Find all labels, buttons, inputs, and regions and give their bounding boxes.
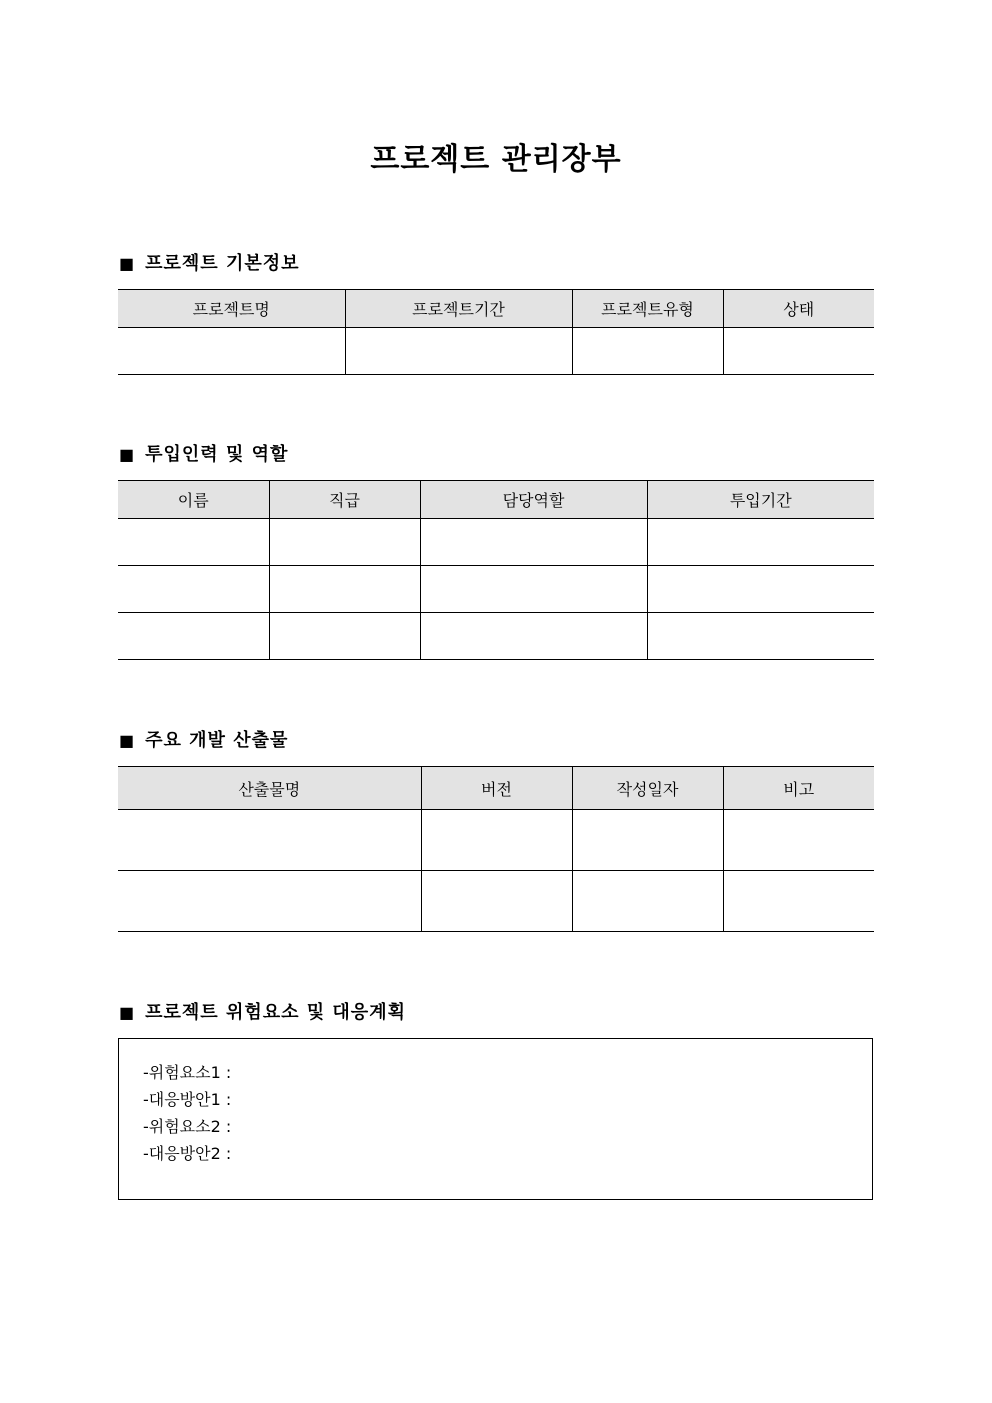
square-bullet-icon: ■	[119, 1003, 136, 1022]
column-header: 직급	[269, 481, 420, 519]
square-bullet-icon: ■	[119, 254, 136, 273]
table-cell[interactable]	[269, 519, 420, 566]
table-cell[interactable]	[269, 613, 420, 660]
staff-table	[118, 480, 874, 660]
section-title: 주요 개발 산출물	[145, 730, 289, 751]
column-header: 산출물명	[118, 767, 421, 810]
column-header: 프로젝트유형	[572, 290, 723, 328]
table-cell[interactable]	[421, 871, 572, 932]
square-bullet-icon: ■	[119, 445, 136, 464]
column-header: 버전	[421, 767, 572, 810]
column-header: 작성일자	[572, 767, 723, 810]
risk-line: -위험요소1 :	[143, 1063, 232, 1082]
table-cell[interactable]	[420, 613, 647, 660]
deliverables-table	[118, 766, 874, 932]
table-cell[interactable]	[572, 871, 723, 932]
risk-line: -대응방안2 :	[143, 1144, 232, 1163]
table-cell[interactable]	[647, 519, 874, 566]
table-cell[interactable]	[345, 328, 572, 375]
table-cell[interactable]	[118, 810, 421, 871]
table-cell[interactable]	[572, 328, 723, 375]
column-header: 비고	[723, 767, 874, 810]
table-cell[interactable]	[118, 871, 421, 932]
table-cell[interactable]	[647, 566, 874, 613]
table-cell[interactable]	[118, 613, 269, 660]
table-cell[interactable]	[723, 871, 874, 932]
basic-info-table	[118, 289, 874, 375]
table-cell[interactable]	[118, 566, 269, 613]
table-row	[118, 613, 874, 660]
table-cell[interactable]	[723, 328, 874, 375]
table-cell[interactable]	[421, 810, 572, 871]
section-title: 프로젝트 위험요소 및 대응계획	[145, 1002, 406, 1023]
table-row	[118, 810, 874, 871]
column-header: 투입기간	[647, 481, 874, 519]
table-cell[interactable]	[420, 566, 647, 613]
table-row	[118, 328, 874, 375]
section-title: 투입인력 및 역할	[145, 444, 289, 465]
risk-line: -위험요소2 :	[143, 1117, 232, 1136]
table-cell[interactable]	[572, 810, 723, 871]
column-header: 프로젝트명	[118, 290, 345, 328]
document-title: 프로젝트 관리장부	[370, 142, 622, 177]
section-heading-risks	[119, 1001, 406, 1025]
column-header: 상태	[723, 290, 874, 328]
column-header: 담당역할	[420, 481, 647, 519]
risk-plan-box[interactable]	[118, 1038, 873, 1200]
table-cell[interactable]	[269, 566, 420, 613]
column-header: 이름	[118, 481, 269, 519]
table-cell[interactable]	[420, 519, 647, 566]
section-heading-staff	[119, 443, 288, 467]
section-heading-deliverables	[119, 729, 288, 753]
column-header: 프로젝트기간	[345, 290, 572, 328]
square-bullet-icon: ■	[119, 731, 136, 750]
table-cell[interactable]	[118, 328, 345, 375]
table-row	[118, 566, 874, 613]
table-cell[interactable]	[723, 810, 874, 871]
risk-line: -대응방안1 :	[143, 1090, 232, 1109]
table-row	[118, 519, 874, 566]
table-cell[interactable]	[647, 613, 874, 660]
table-row	[118, 871, 874, 932]
table-cell[interactable]	[118, 519, 269, 566]
section-heading-basic-info	[119, 252, 300, 276]
section-title: 프로젝트 기본정보	[145, 253, 300, 274]
